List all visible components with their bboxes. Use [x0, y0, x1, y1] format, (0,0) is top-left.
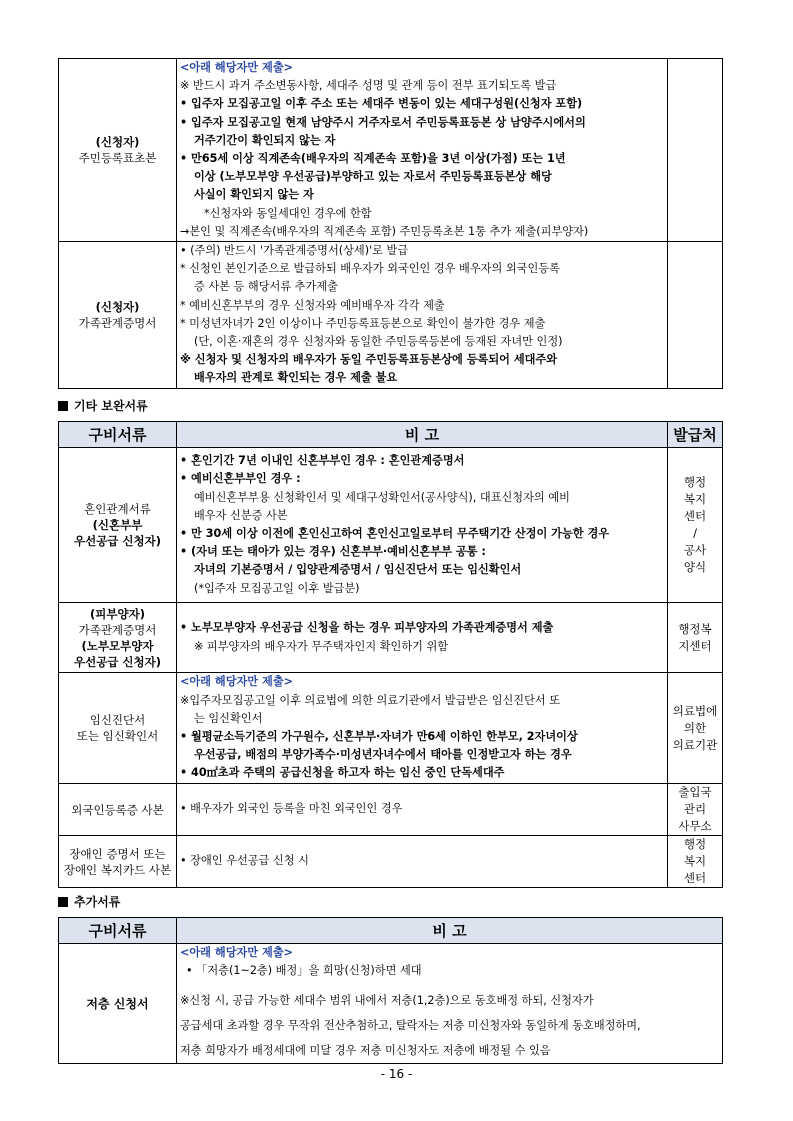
remark-line: * 예비신혼부부의 경우 신청자와 예비배우자 각각 제출 [180, 298, 445, 312]
doc-name-cell [59, 59, 177, 242]
remark-line: • 노부모부양자 우선공급 신청을 하는 경우 피부양자의 가족관계증명서 제출 [180, 621, 554, 635]
doc-name-line: 우선공급 신청자) [73, 534, 162, 548]
doc-name-line: 외국인등록증 사본 [71, 802, 164, 817]
issuer-cell [668, 603, 723, 673]
doc-name-line: (신청자) [95, 299, 140, 314]
issuer-line: 센터 [683, 509, 707, 523]
column-header: 발급처 [668, 422, 723, 448]
column-header: 비 고 [177, 422, 668, 448]
issuer-cell [668, 59, 723, 242]
remark-line: • (주의) 반드시 '가족관계증명서(상세)'로 발급 [180, 244, 409, 258]
remark-line: • 배우자가 외국인 등록을 마친 외국인인 경우 [180, 802, 403, 816]
issuer-line: 행정 [683, 837, 707, 851]
notice-heading: <아래 해당자만 제출> [180, 946, 293, 959]
table-row [59, 603, 723, 673]
doc-name-cell: 저층 신청서 [59, 944, 177, 1064]
issuer-line: 사무소 [678, 819, 712, 833]
doc-name-line: 우선공급 신청자) [73, 654, 162, 669]
issuer-line: 공사 [683, 543, 707, 557]
remark-line: 저층 희망자가 배정세대에 미달 경우 저층 미신청자도 저층에 배정될 수 있음 [180, 1044, 551, 1058]
remark-line: • 만65세 이상 직계존속(배우자의 직계존속 포함)을 3년 이상(가점) 또는 1년 [180, 152, 566, 166]
supplementary-docs-table [58, 421, 723, 888]
issuer-cell [668, 836, 723, 888]
doc-name-line: 가족관계증명서 [78, 622, 157, 637]
issuer-line: 관리 [683, 802, 707, 816]
remark-line: 배우자 신분증 사본 [194, 508, 288, 522]
additional-docs-table [58, 917, 723, 1064]
remarks-cell [177, 448, 668, 603]
doc-name-line: (피부양자) [90, 606, 145, 621]
remark-line: • 장애인 우선공급 신청 시 [180, 854, 309, 868]
remark-line: • 만 30세 이상 이전에 혼인신고하여 혼인신고일로부터 무주택기간 산정이 가능한 경우 [180, 527, 610, 540]
remark-line: ※신청 시, 공급 가능한 세대수 범위 내에서 저층(1,2층)으로 동호배정 하되, 신청자가 [180, 994, 594, 1008]
remark-line: • 「저층(1~2층) 배정」을 희망(신청)하면 세대 [186, 964, 422, 978]
notice-heading: <아래 해당자만 제출> [180, 61, 293, 74]
table-header-row [59, 422, 723, 448]
column-header: 구비서류 [59, 422, 177, 448]
remark-line: ※ 반드시 과거 주소변동사항, 세대주 성명 및 관계 등이 전부 표기되도록 발급 [180, 79, 557, 93]
doc-name-line: 또는 임신확인서 [76, 729, 159, 743]
doc-name-cell [59, 673, 177, 784]
doc-name-cell [59, 603, 177, 673]
doc-name-line: 혼인관계서류 [84, 502, 151, 516]
remark-line: • 월평균소득기준의 가구원수, 신혼부부·자녀가 만6세 이하인 한부모, 2자녀이상 [180, 730, 578, 743]
remarks-cell [177, 59, 668, 242]
remark-line: (*입주자 모집공고일 이후 발급분) [194, 581, 360, 595]
table-row [59, 448, 723, 603]
table-row [59, 836, 723, 888]
remark-line: 사실이 확인되지 않는 자 [194, 188, 314, 202]
remark-line: ※ 신청자 및 신청자의 배우자가 동일 주민등록표등본상에 등록되어 세대주와 [180, 353, 558, 367]
section-title-text: 추가서류 [74, 895, 121, 909]
doc-name-cell [59, 242, 177, 389]
doc-name-line: 가족관계증명서 [78, 315, 157, 330]
doc-name-line: (신혼부부 [92, 518, 143, 532]
issuer-line: 행정 [683, 475, 707, 489]
issuer-cell [668, 673, 723, 784]
remark-line: • 입주자 모집공고일 현재 남양주시 거주자로서 주민등록표등본 상 남양주시에서의 [180, 115, 586, 129]
remarks-cell [177, 784, 668, 836]
table-row [59, 944, 723, 1064]
remark-line: ※입주자모집공고일 이후 의료법에 의한 의료기관에서 발급받은 임신진단서 또 [180, 693, 561, 707]
remark-line: • 혼인기간 7년 이내인 신혼부부인 경우 : 혼인관계증명서 [180, 454, 465, 468]
remark-line: • 40㎡초과 주택의 공급신청을 하고자 하는 임신 중인 단독세대주 [180, 766, 505, 780]
remark-line: 이상 (노부모부양 우선공급)부양하고 있는 자로서 주민등록표등본상 해당 [194, 170, 552, 184]
remark-line: • 입주자 모집공고일 이후 주소 또는 세대주 변동이 있는 세대구성원(신청자 포함) [180, 97, 583, 111]
remark-line: 거주기간이 확인되지 않는 자 [194, 133, 336, 147]
table-row [59, 784, 723, 836]
section-title [58, 397, 148, 414]
remark-line: 증 사본 등 해당서류 추가제출 [194, 280, 338, 294]
square-bullet-icon [58, 401, 68, 411]
doc-name-cell [59, 448, 177, 603]
doc-name-line: 장애인 복지카드 사본 [63, 862, 172, 877]
issuer-cell [668, 784, 723, 836]
remark-line: 배우자의 관계로 확인되는 경우 제출 불요 [194, 371, 398, 385]
remark-line: 예비신혼부부용 신청확인서 및 세대구성확인서(공사양식), 대표신청자의 예비 [194, 490, 570, 504]
remark-line: * 신청인 본인기준으로 발급하되 배우자가 외국인인 경우 배우자의 외국인등록 [180, 262, 560, 276]
issuer-cell [668, 448, 723, 603]
issuer-line: 지센터 [678, 638, 712, 653]
doc-name-line: (신청자) [95, 135, 140, 150]
section-title [58, 893, 120, 910]
remark-line: *신청자와 동일세대인 경우에 한함 [204, 206, 372, 220]
issuer-line: 출입국 [678, 785, 712, 799]
doc-name-line: 임신진단서 [89, 713, 146, 727]
issuer-line: 의료법에 [672, 703, 718, 718]
issuer-cell [668, 242, 723, 389]
doc-name-line: 주민등록표초본 [78, 151, 157, 166]
remark-line: 는 임신확인서 [194, 711, 263, 725]
table-continuation [58, 58, 723, 389]
issuer-line: 양식 [683, 560, 707, 574]
remark-line: • (자녀 또는 태아가 있는 경우) 신혼부부·예비신혼부부 공통 : [180, 545, 486, 559]
issuer-line: 의료기관 [672, 737, 718, 752]
doc-name-line: (노부모부양자 [81, 638, 154, 653]
remark-line: 자녀의 기본증명서 / 입양관계증명서 / 임신진단서 또는 임신확인서 [194, 563, 522, 577]
remarks-cell [177, 242, 668, 389]
remark-line: • 예비신혼부부인 경우 : [180, 472, 301, 486]
issuer-line: 복지 [683, 854, 707, 868]
notice-heading: <아래 해당자만 제출> [180, 675, 293, 689]
square-bullet-icon [58, 897, 68, 907]
table-row [59, 673, 723, 784]
table-header-row [59, 918, 723, 944]
remark-line: 우선공급, 배점의 부양가족수·미성년자녀수에서 태아를 인정받고자 하는 경우 [194, 748, 572, 762]
issuer-line: 복지 [683, 492, 707, 506]
doc-name-line: 장애인 증명서 또는 [69, 846, 166, 861]
issuer-line: 센터 [683, 871, 707, 885]
remark-line: (단, 이혼·재혼의 경우 신청자와 동일한 주민등록등본에 등재된 자녀만 인정) [194, 335, 563, 349]
remark-line: * 미성년자녀가 2인 이상이나 주민등록표등본으로 확인이 불가한 경우 제출 [180, 316, 546, 330]
remarks-cell [177, 673, 668, 784]
remark-line: 공급세대 초과할 경우 무작위 전산추첨하고, 탈락자는 저층 미신청자와 동일하게 동호배정하며, [180, 1019, 641, 1033]
remarks-cell [177, 944, 723, 1064]
doc-name-cell [59, 784, 177, 836]
column-header: 비 고 [177, 918, 723, 944]
section-title-text: 기타 보완서류 [74, 399, 148, 413]
remarks-cell [177, 603, 668, 673]
remark-line: →본인 및 직계존속(배우자의 직계존속 포함) 주민등록초본 1통 추가 제출(피부양자) [180, 224, 589, 238]
doc-name-cell [59, 836, 177, 888]
page-number: - 16 - [380, 1067, 413, 1081]
table-row [59, 242, 723, 389]
issuer-line: 행정복 [678, 621, 712, 636]
issuer-line: 의한 [683, 720, 707, 735]
remarks-cell [177, 836, 668, 888]
issuer-line: / [693, 526, 697, 540]
column-header: 구비서류 [59, 918, 177, 944]
remark-line: ※ 피부양자의 배우자가 무주택자인지 확인하기 위함 [194, 639, 449, 653]
table-row [59, 59, 723, 242]
